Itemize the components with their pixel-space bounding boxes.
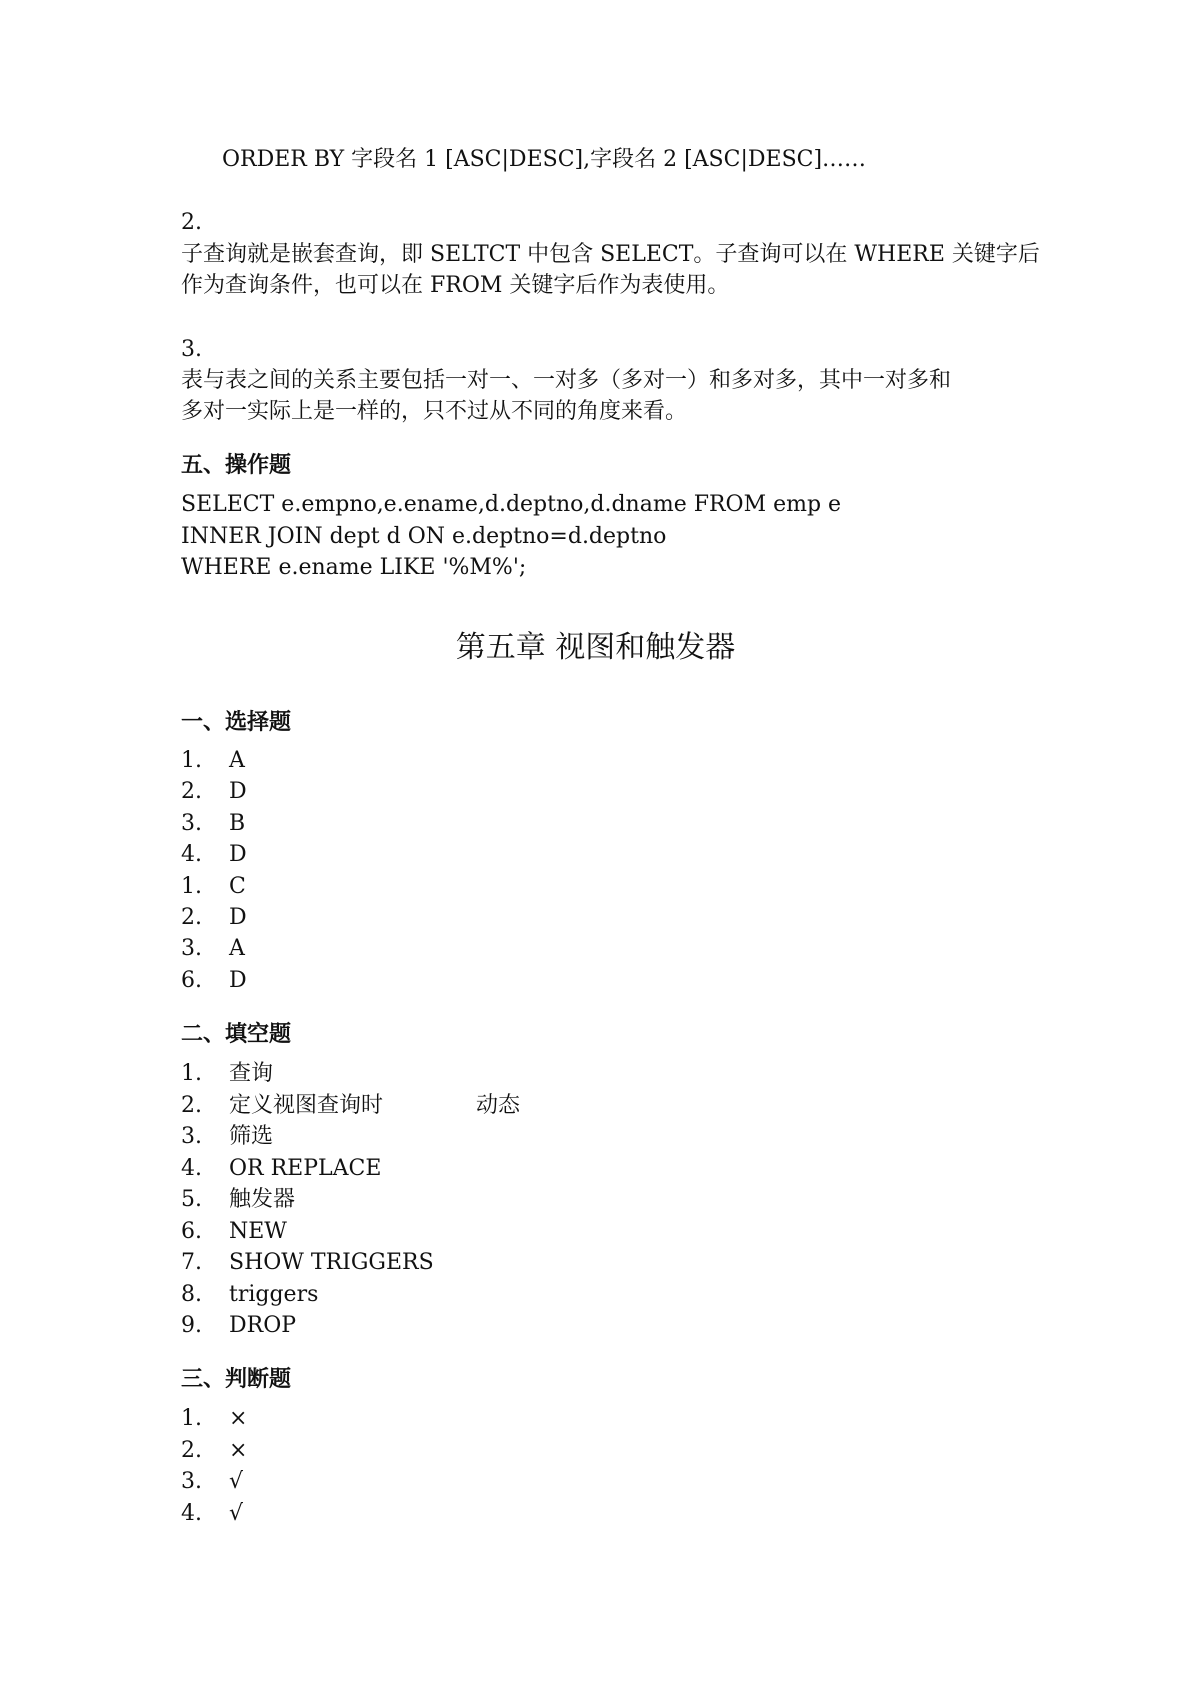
answer-number: 4. xyxy=(181,842,202,868)
answer-number: 3. xyxy=(181,810,202,836)
answer-value: 查询 xyxy=(229,1061,274,1086)
answer-paragraph-line: 子查询就是嵌套查询，即 SELTCT 中包含 SELECT。子查询可以在 WHERE 关键字后 xyxy=(181,242,1040,267)
answer-number: 1. xyxy=(181,1406,202,1431)
answer-value: × xyxy=(229,1437,248,1463)
answer-number: 3. xyxy=(181,936,202,962)
answer-value: DROP xyxy=(229,1313,297,1338)
chapter-title: 第五章 视图和触发器 xyxy=(455,630,736,665)
answer-number: 3. xyxy=(181,1469,202,1494)
answer-number: 2. xyxy=(181,1437,202,1463)
answer-value: √ xyxy=(229,1469,244,1494)
answer-number: 1. xyxy=(181,1061,202,1086)
question-number: 3. xyxy=(181,337,202,362)
answer-value: × xyxy=(229,1406,248,1431)
answer-value: D xyxy=(229,842,247,868)
sql-code-line: SELECT e.empno,e.ename,d.deptno,d.dname FROM emp e xyxy=(181,492,842,517)
section-heading-judge: 三、判断题 xyxy=(181,1367,292,1392)
answer-number: 2. xyxy=(181,779,202,805)
answer-number: 9. xyxy=(181,1313,202,1338)
answer-paragraph-line: 表与表之间的关系主要包括一对一、一对多（多对一）和多对多，其中一对多和 xyxy=(181,368,952,393)
answer-value: 筛选 xyxy=(229,1124,274,1149)
answer-value: A xyxy=(229,936,245,962)
answer-number: 7. xyxy=(181,1250,202,1275)
answer-number: 1. xyxy=(181,873,202,899)
answer-number: 8. xyxy=(181,1281,202,1307)
sql-code-line: INNER JOIN dept d ON e.deptno=d.deptno xyxy=(181,524,667,549)
answer-number: 6. xyxy=(181,967,202,993)
answer-number: 1. xyxy=(181,748,202,773)
answer-number: 2. xyxy=(181,905,202,930)
answer-value: D xyxy=(229,905,247,930)
section-heading-choice: 一、选择题 xyxy=(181,710,292,735)
answer-value: A xyxy=(229,748,245,773)
answer-paragraph-line: 多对一实际上是一样的，只不过从不同的角度来看。 xyxy=(181,399,688,424)
answer-value: D xyxy=(229,967,247,993)
answer-value: C xyxy=(229,873,246,899)
answer-value: 定义视图查询时 xyxy=(229,1092,384,1118)
section-heading-fill: 二、填空题 xyxy=(181,1022,292,1047)
answer-paragraph-line: 作为查询条件，也可以在 FROM 关键字后作为表使用。 xyxy=(181,273,730,298)
answer-number: 3. xyxy=(181,1124,202,1149)
answer-value: D xyxy=(229,779,247,805)
answer-value: 触发器 xyxy=(229,1187,296,1212)
answer-number: 6. xyxy=(181,1218,202,1244)
answer-value: triggers xyxy=(229,1281,319,1307)
answer-value-second: 动态 xyxy=(476,1092,521,1118)
answer-number: 4. xyxy=(181,1500,202,1526)
sql-code-line: WHERE e.ename LIKE '%M%'; xyxy=(181,555,527,580)
answer-number: 5. xyxy=(181,1187,202,1212)
answer-value: NEW xyxy=(229,1218,287,1244)
question-number: 2. xyxy=(181,210,202,235)
answer-number: 4. xyxy=(181,1155,202,1181)
answer-value: SHOW TRIGGERS xyxy=(229,1250,434,1275)
order-by-syntax: ORDER BY 字段名 1 [ASC|DESC],字段名 2 [ASC|DESC]…… xyxy=(222,147,867,172)
answer-value: OR REPLACE xyxy=(229,1155,382,1181)
answer-number: 2. xyxy=(181,1092,202,1118)
answer-value: √ xyxy=(229,1500,244,1526)
answer-value: B xyxy=(229,810,246,836)
section-heading-operation: 五、操作题 xyxy=(181,453,292,478)
